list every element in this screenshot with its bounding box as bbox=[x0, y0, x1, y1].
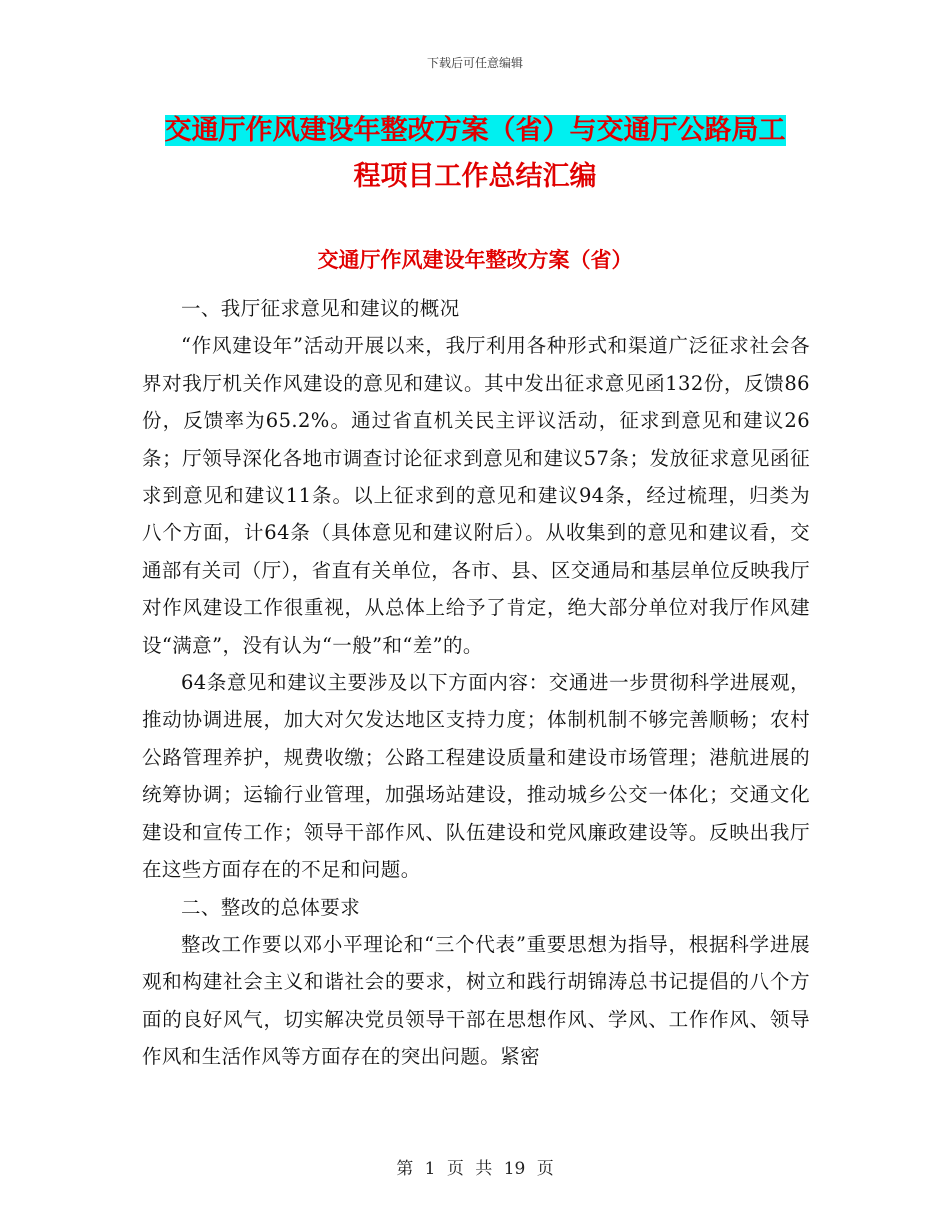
section-heading-1: 一、我厅征求意见和建议的概况 bbox=[181, 297, 460, 320]
document-body bbox=[142, 290, 810, 1076]
page-number: 第 1 页 共 19 页 bbox=[396, 1159, 554, 1179]
document-title-line1: 交通厅作风建设年整改方案（省）与交通厅公路局工 bbox=[164, 115, 786, 146]
paragraph-2: 64条意见和建议主要涉及以下方面内容：交通进一步贯彻科学进展观，推动协调进展，加大对欠发达地区支持力度；体制机制不够完善顺畅；农村公路管理养护，规费收缴；公路工程建设质量和建设市场管理；港航进展的统筹协调；运输行业管理，加强场站建设，推动城乡公交一体化；交通文化建设和宣传工作；领导干部作风、队伍建设和党风廉政建设等。反映出我厅在这些方面存在的不足和问题。 bbox=[142, 671, 810, 882]
section-heading-2: 二、整改的总体要求 bbox=[181, 895, 361, 919]
document-title-line2: 程项目工作总结汇编 bbox=[353, 161, 597, 192]
section-title: 交通厅作风建设年整改方案（省） bbox=[317, 248, 633, 272]
paragraph-3: 整改工作要以邓小平理论和“三个代表”重要思想为指导，根据科学进展观和构建社会主义和谐社会的要求，树立和践行胡锦涛总书记提倡的八个方面的良好风气，切实解决党员领导干部在思想作风、学风、工作作风、领导作风和生活作风等方面存在的突出问题。紧密 bbox=[142, 932, 810, 1069]
header-note: 下载后可任意编辑 bbox=[426, 56, 523, 70]
document-title bbox=[150, 108, 800, 200]
paragraph-1: “作风建设年”活动开展以来，我厅利用各种形式和渠道广泛征求社会各界对我厅机关作风建设的意见和建议。其中发出征求意见函132份，反馈86份，反馈率为65.2%。通过省直机关民主评议活动，征求到意见和建议26条；厅领导深化各地市调查讨论征求到意见和建议57条；发放征求意见函征求到意见和建议11条。以上征求到的意见和建议94条，经过梳理，归类为八个方面，计64条（具体意见和建议附后）。从收集到的意见和建议看，交通部有关司（厅），省直有关单位，各市、县、区交通局和基层单位反映我厅对作风建设工作很重视，从总体上给予了肯定，绝大部分单位对我厅作风建设“满意”，没有认为“一般”和“差”的。 bbox=[142, 334, 810, 657]
